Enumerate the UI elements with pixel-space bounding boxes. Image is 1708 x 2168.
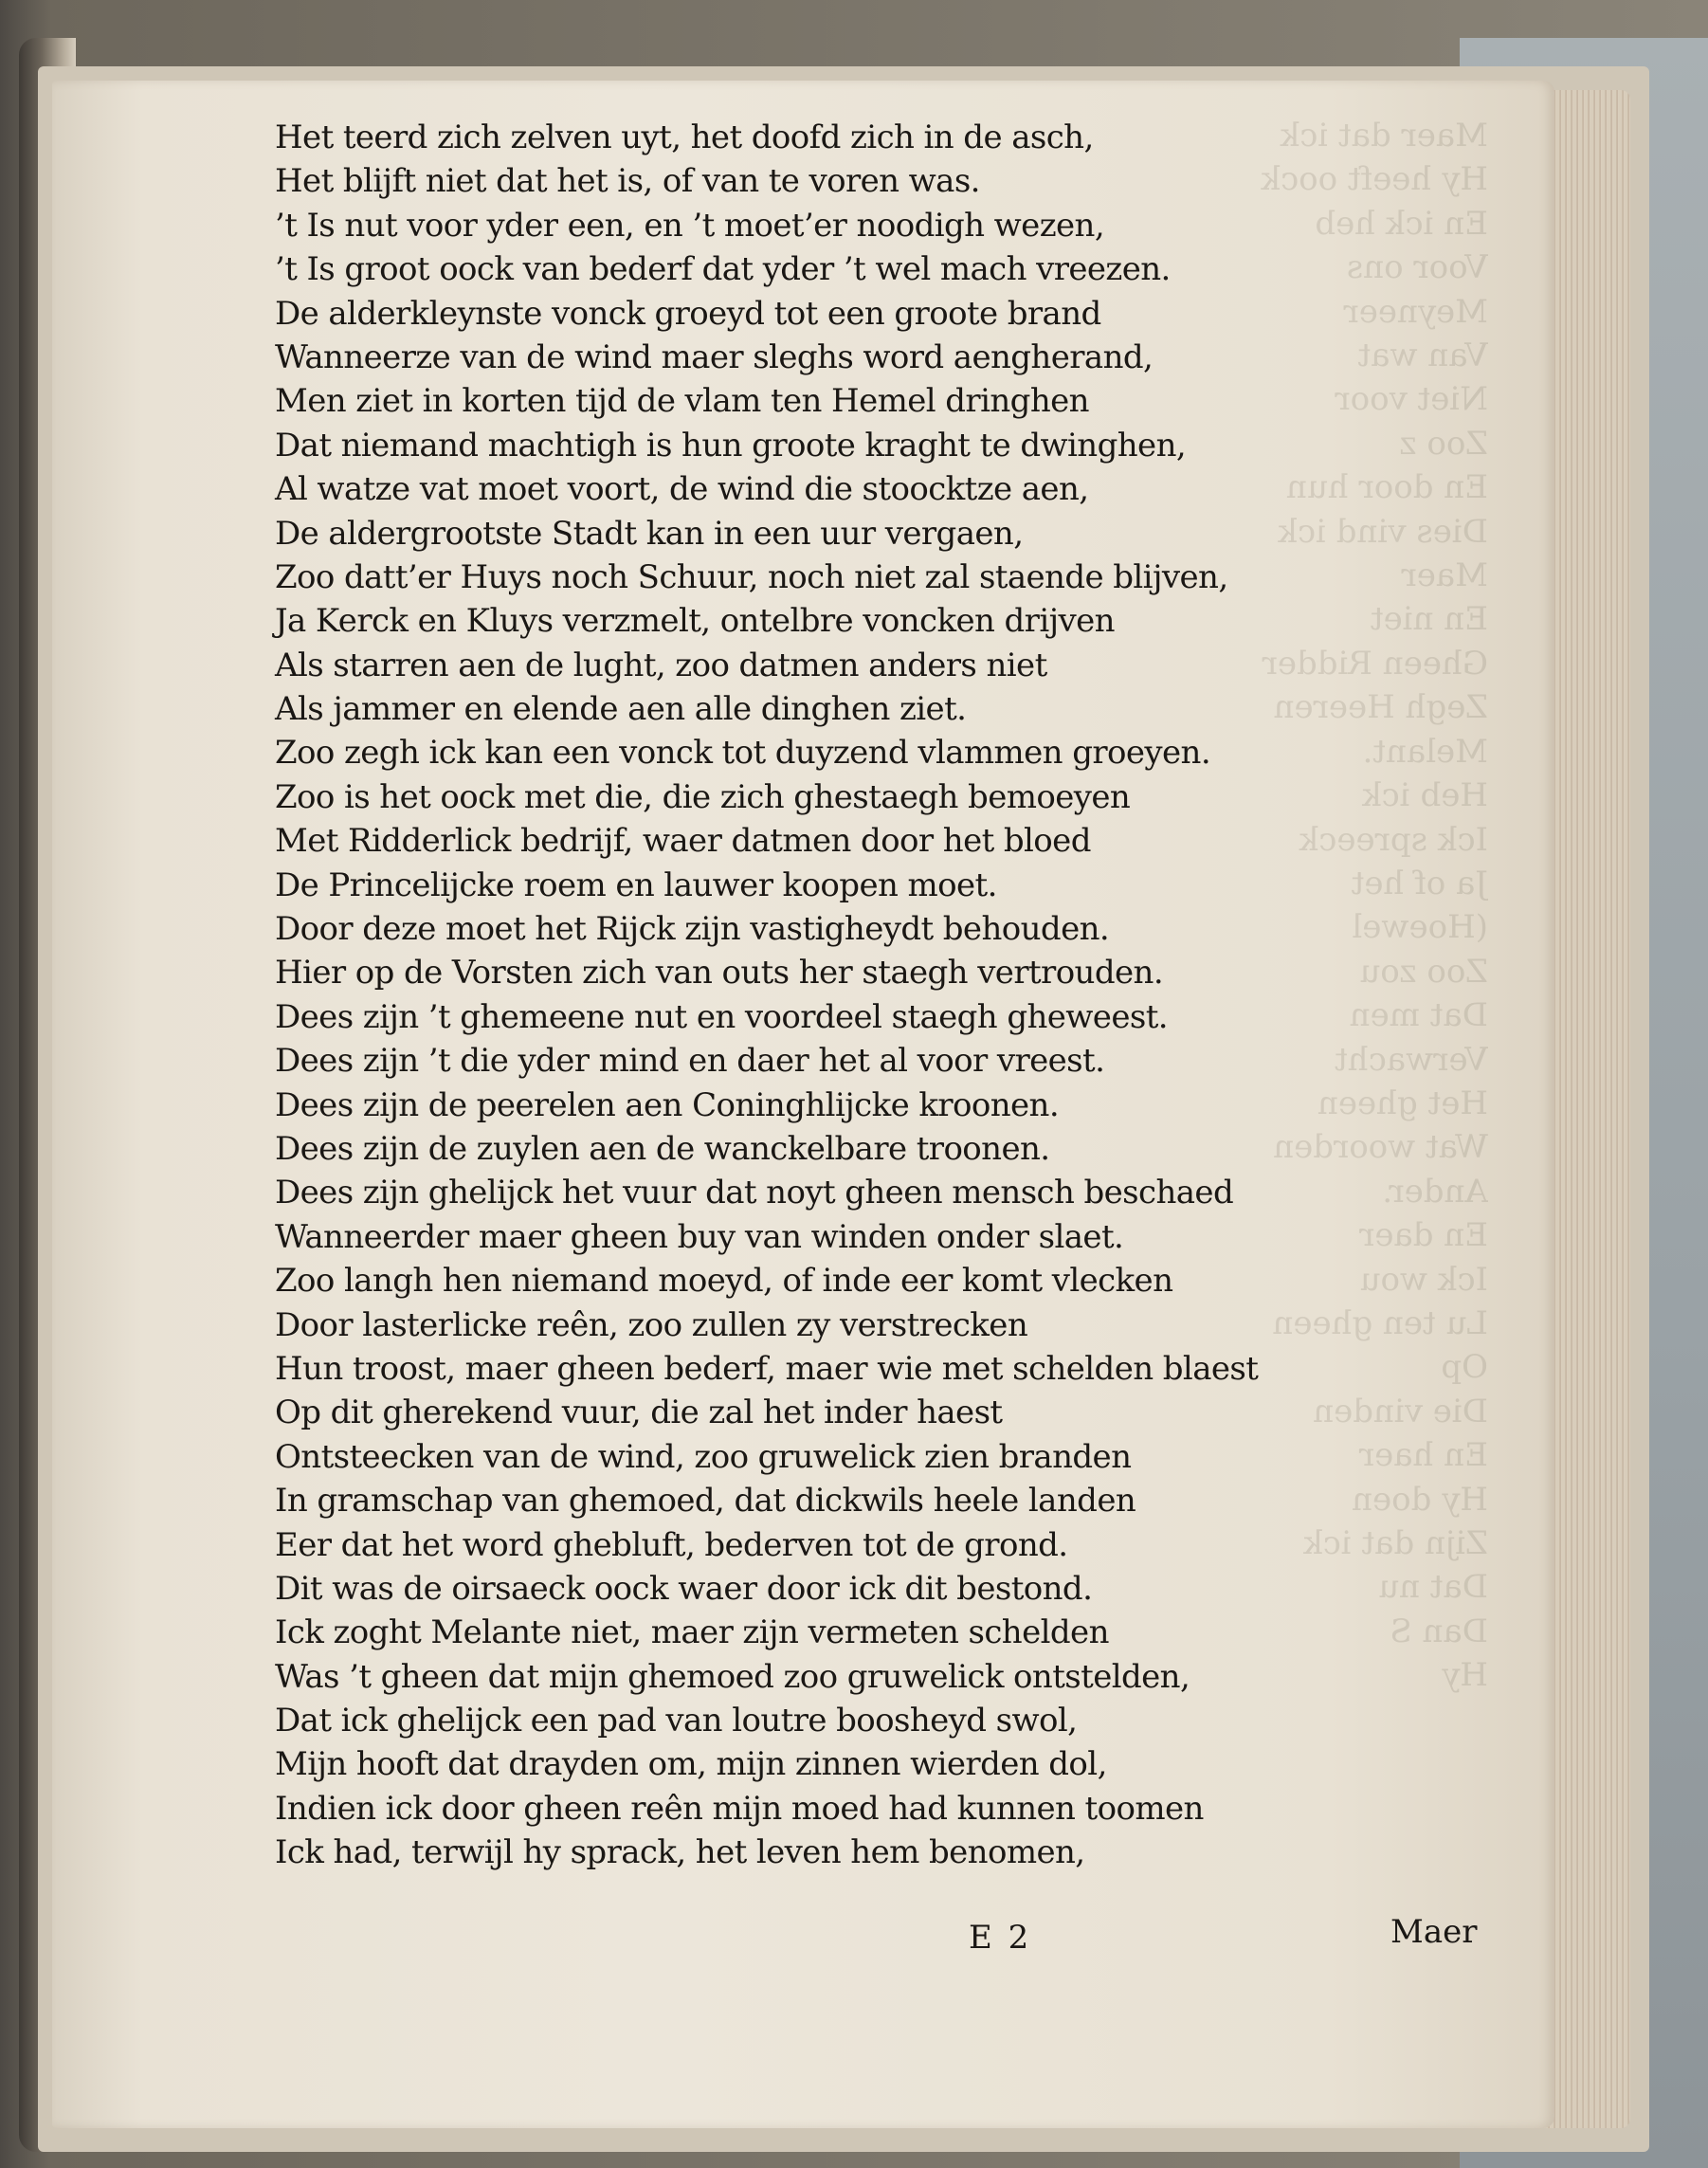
verse-line: Ontsteecken van de wind, zoo gruwelick zien branden [275,1437,1132,1476]
show-through-text: Maer dat ick Hy heeft oock En ick heb Voor ons Meyneer Van wat Niet voor Zoo z En door hun Dies vind ick Maer En niet Gheen Ridder Zegh Heeren Melant. Heb ick Ick spreeck Ja of het (Hoewel Zoo zou Dat men Verwacht Het gheen Wat woorden Ander. En daer Ick wou Lu ten gheen Op Die vinden En haer Hy doen Zijn dat ick Dat nu Dan S Hy [1261,117,1488,1695]
verse-line: Zoo langh hen niemand moeyd, of inde eer komt vlecken [275,1262,1173,1301]
verse-line: Dit was de oirsaeck oock waer door ick dit bestond. [275,1569,1093,1608]
verse-line: Als jammer en elende aen alle dinghen ziet. [275,690,967,729]
verse-line: ’t Is nut voor yder een, en ’t moet’er noodigh wezen, [275,206,1105,245]
verse-line: Men ziet in korten tijd de vlam ten Hemel dringhen [275,382,1089,421]
signature-mark: E 2 [969,1919,1032,1957]
verse-line: Door lasterlicke reên, zoo zullen zy verstrecken [275,1305,1028,1344]
verse-line: Het teerd zich zelven uyt, het doofd zich in de asch, [275,118,1094,156]
verse-line: Als starren aen de lught, zoo datmen anders niet [275,646,1047,684]
verse-line: Dat ick ghelijck een pad van loutre boosheyd swol, [275,1702,1078,1740]
verse-line: In gramschap van ghemoed, dat dickwils heele landen [275,1482,1136,1521]
verse-line: Door deze moet het Rijck zijn vastigheydt behouden. [275,910,1110,949]
verse-line: De alderkleynste vonck groeyd tot een groote brand [275,294,1101,333]
verse-line: De aldergrootste Stadt kan in een uur vergaen, [275,514,1024,553]
verse-line: Ick had, terwijl hy sprack, het leven hem benomen, [275,1833,1085,1872]
verse-line: Wanneerder maer gheen buy van winden onder slaet. [275,1217,1124,1256]
verse-line: Dees zijn ghelijck het vuur dat noyt gheen mensch beschaed [275,1174,1234,1212]
verse-line: Al watze vat moet voort, de wind die stoocktze aen, [275,470,1089,509]
verse-line: Zoo datt’er Huys noch Schuur, noch niet zal staende blijven, [275,557,1228,596]
verse-line: Zoo is het oock met die, die zich ghestaegh bemoeyen [275,777,1131,816]
verse-line: Het blijft niet dat het is, of van te voren was. [275,162,980,201]
verse-line: Met Ridderlick bedrijf, waer datmen door het bloed [275,822,1091,861]
verse-text [275,116,1258,1875]
catchword: Maer [1390,1913,1478,1951]
verse-line: Dees zijn ’t die yder mind en daer het al voor vreest. [275,1042,1105,1081]
verse-line: Wanneerze van de wind maer sleghs word aengherand, [275,337,1154,376]
verse-line: Was ’t gheen dat mijn ghemoed zoo gruwelick ontstelden, [275,1657,1190,1696]
verse-line: ’t Is groot oock van bederf dat yder ’t wel mach vreezen. [275,250,1171,289]
verse-line: Dees zijn ’t ghemeene nut en voordeel staegh gheweest. [275,997,1168,1036]
verse-line: Dees zijn de zuylen aen de wanckelbare troonen. [275,1129,1050,1168]
verse-line: Ick zoght Melante niet, maer zijn vermeten schelden [275,1613,1109,1652]
verse-line: Zoo zegh ick kan een vonck tot duyzend vlammen groeyen. [275,734,1211,773]
verse-line: Op dit gherekend vuur, die zal het inder haest [275,1394,1003,1432]
verse-line: Hun troost, maer gheen bederf, maer wie met schelden blaest [275,1349,1259,1388]
verse-line: Mijn hooft dat drayden om, mijn zinnen wierden dol, [275,1745,1107,1784]
verse-line: Ja Kerck en Kluys verzmelt, ontelbre voncken drijven [275,602,1115,641]
verse-line: Eer dat het word ghebluft, bederven tot de grond. [275,1525,1068,1564]
verse-line: Indien ick door gheen reên mijn moed had kunnen toomen [275,1789,1204,1828]
verse-line: Hier op de Vorsten zich van outs her staegh vertrouden. [275,954,1164,993]
verse-line: De Princelijcke roem en lauwer koopen moet. [275,865,997,904]
verse-line: Dat niemand machtigh is hun groote kraght te dwinghen, [275,426,1187,465]
verse-line: Dees zijn de peerelen aen Coninghlijcke kroonen. [275,1085,1060,1124]
